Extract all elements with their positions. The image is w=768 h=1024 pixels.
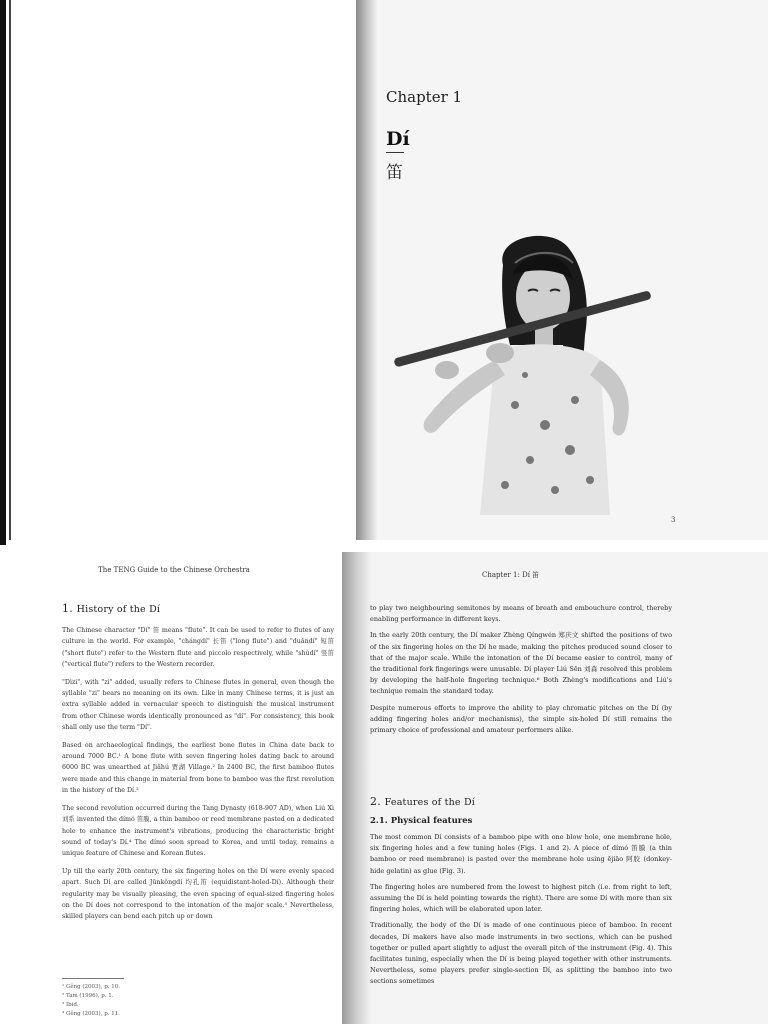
paragraph: Despite numerous efforts to improve the ability to play chromatic pitches on the Dí (by adding fingering holes and/or mechanisms), the simple six-holed Dí still remains the primary choice of professional and amateur performers alike. <box>370 703 672 735</box>
chapter-title: Dí <box>386 128 410 150</box>
chapter-label: Chapter 1 <box>386 88 463 106</box>
paragraph: The Chinese character "Dí" 笛 means "flute". It can be used to refer to flutes of any culture in the world. For example, "chángdí" 长笛 ("long flute") and "duǎndí" 短笛 ("short flute") refer to the Western flute and piccolo respectively, while "shùdí" 竖笛 ("vertical flute") refers to the Western recorder. <box>62 627 334 669</box>
section-title: Features of the Dí <box>384 797 476 808</box>
title-rule <box>386 152 404 153</box>
section-heading-history <box>62 602 160 615</box>
footnote: ² Tam (1996), p. 1. <box>62 993 114 999</box>
paragraph: to play two neighbouring semitones by means of breath and embouchure control, thereby enabling performance in different keys. <box>370 604 672 624</box>
paragraph: Up till the early 20th century, the six fingering holes on the Dí were evenly spaced apart. Such Dí are called Jūnkǒngdí 均孔笛 (equidistant-holed-Dí). Although their regularity may be visually pleasing, the even spacing of equal-sized fingering holes on the Dí does not correspond to the intonation of the major scale.⁵ Nevertheless, skilled players can bend each pitch up or down <box>62 867 334 921</box>
footnote: ³ Ibid. <box>62 1002 79 1008</box>
scan-edge <box>0 0 6 545</box>
chapter-chinese-character: 笛 <box>386 163 403 183</box>
footnote: ⁴ Gěng (2003), p. 11. <box>62 1011 120 1017</box>
section-title: History of the Dí <box>76 604 161 615</box>
paragraph: The fingering holes are numbered from the lowest to highest pitch (i.e. from right to left, assuming the Dí is held pointing towards the right). There are some Dí with more than six fingering holes, which will be elaborated upon later. <box>370 882 672 914</box>
footnotes <box>62 983 120 1019</box>
page-number: 3 <box>671 516 676 524</box>
paragraph: Traditionally, the body of the Dí is made of one continuous piece of bamboo. In recent decades, Dí makers have also made instruments in two sections, which can be pushed together or pulled apart slightly to adjust the overall pitch of the instrument (Fig. 4). This facilitates tuning, especially when the Dí is being played together with other instruments. Nevertheless, some players prefer single-section Dí, as splitting the bamboo into two sections sometimes <box>370 921 672 986</box>
history-body-text <box>62 625 334 929</box>
flute-player-photo <box>385 225 655 515</box>
paragraph: The most common Dí consists of a bamboo pipe with one blow hole, one membrane hole, six fingering holes and a few tuning holes (Figs. 1 and 2). A piece of dímó 笛膜 (a thin bamboo or reed membrane) is pasted over the membrane hole using ējiāo 阿胶 (donkey-hide gelatin) as glue (Fig. 3). <box>370 833 672 875</box>
running-header: Chapter 1: Dí 笛 <box>482 571 540 579</box>
right-body-text-bottom <box>370 832 672 993</box>
right-body-text-top <box>370 603 672 741</box>
paragraph: The second revolution occurred during the Tang Dynasty (618-907 AD), when Liú Xì 刘系 invented the dímó 笛膜, a thin bamboo or reed membrane pasted on a dedicated hole to enhance the instrument's vibrations, producing the characteristic bright sound of today's Dí.⁴ The dímó soon spread to Korea, and until today, remains a unique feature of Chinese and Korean flutes. <box>62 804 334 858</box>
running-header: The TENG Guide to the Chinese Orchestra <box>98 566 250 574</box>
footnote: ¹ Gěng (2003), p. 10. <box>62 984 120 990</box>
footnote-rule <box>62 978 124 979</box>
page-gutter-shadow <box>342 552 372 1024</box>
paragraph: "Dìzi", with "zi" added, usually refers to Chinese flutes in general, even though the syllable "zi" bears no meaning on its own. Like in many Chinese terms, it is just an extra syllable added in vernacular speech to distinguish the musical instrument from other Chinese words identically pronounced as "dí". For consistency, this book shall only use the term "Dí". <box>62 678 334 732</box>
paragraph: Based on archaeological findings, the earliest bone flutes in China date back to around 7000 BC.¹ A bone flute with seven fingering holes dating back to around 6000 BC was unearthed at Jiǎhú 贾湖 Village.² In 2400 BC, the first bamboo flutes were made and this change in material from bone to bamboo was the first revolution in the history of the Dí.³ <box>62 741 334 795</box>
paragraph: In the early 20th century, the Dí maker Zhèng Qíngwén 郑庆文 shifted the positions of two of the six fingering holes on the Dí he made, making the pitches produced sound closer to that of the major scale. While the intonation of the Dí became easier to control, many of the traditional fork fingerings were unusable. Dí player Liú Sēn 刘森 resolved this problem by developing the half-hole fingering technique.⁶ Both Zhèng's modifications and Liú's technique remain the standard today. <box>370 631 672 696</box>
section-heading-features <box>370 795 475 808</box>
section-number: 2. <box>370 795 385 808</box>
section-number: 1. <box>62 602 77 615</box>
subsection-heading: 2.1. Physical features <box>370 816 473 826</box>
scan-edge-line <box>9 0 11 540</box>
page-gutter-shadow <box>356 0 378 540</box>
